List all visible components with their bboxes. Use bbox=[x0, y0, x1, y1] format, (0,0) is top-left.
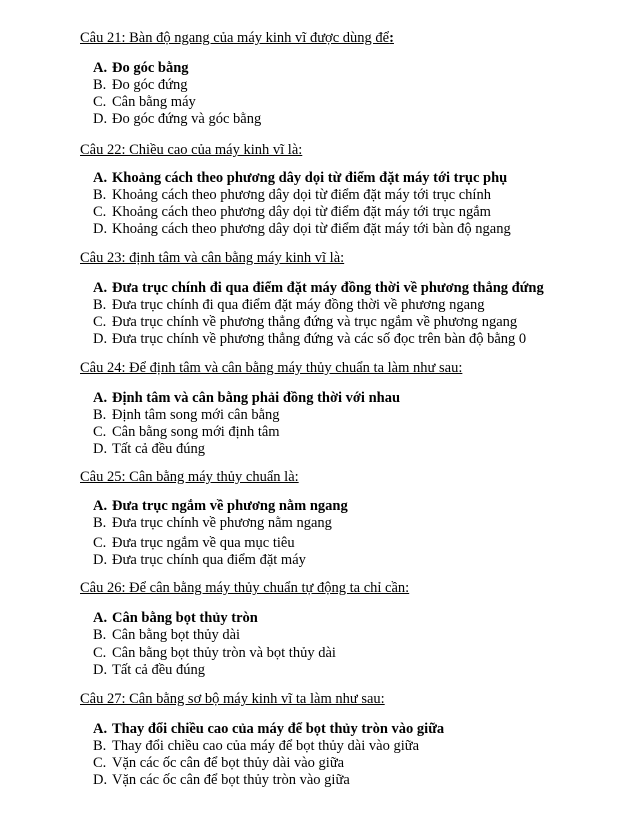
option-letter: A. bbox=[93, 721, 108, 737]
option-text: Đưa trục chính đi qua điểm đặt máy đồng thời về phương ngang bbox=[112, 297, 485, 313]
option-text: Cân bằng song mới định tâm bbox=[112, 424, 280, 440]
option-letter: A. bbox=[93, 60, 108, 76]
option-text: Đo góc bằng bbox=[112, 60, 189, 76]
question-title bbox=[80, 690, 385, 708]
option-b bbox=[93, 77, 188, 94]
option-text: Định tâm song mới cân bằng bbox=[112, 407, 280, 423]
option-text: Đo góc đứng bbox=[112, 77, 188, 93]
option-b bbox=[93, 627, 240, 644]
question-title bbox=[80, 141, 302, 159]
question-title bbox=[80, 29, 394, 47]
option-letter: B. bbox=[93, 187, 107, 203]
option-letter: B. bbox=[93, 297, 107, 313]
option-letter: C. bbox=[93, 314, 107, 330]
option-letter: A. bbox=[93, 390, 108, 406]
option-letter: B. bbox=[93, 738, 107, 754]
option-letter: D. bbox=[93, 441, 108, 457]
option-c bbox=[93, 424, 280, 441]
question-title-text: Câu 25: Cân bằng máy thủy chuẩn là: bbox=[80, 469, 299, 485]
option-d bbox=[93, 221, 511, 238]
option-text: Đưa trục chính qua điểm đặt máy bbox=[112, 552, 306, 568]
option-d bbox=[93, 331, 526, 348]
option-text: Cân bằng bọt thủy tròn và bọt thủy dài bbox=[112, 645, 336, 661]
option-a bbox=[93, 498, 348, 515]
option-letter: C. bbox=[93, 424, 107, 440]
question-title-suffix: : bbox=[389, 30, 394, 46]
option-text: Đưa trục chính đi qua điểm đặt máy đồng thời về phương thẳng đứng bbox=[112, 280, 544, 296]
option-text: Thay đổi chiều cao của máy để bọt thủy tròn vào giữa bbox=[112, 721, 445, 737]
question-title-text: Câu 27: Cân bằng sơ bộ máy kinh vĩ ta làm như sau: bbox=[80, 691, 385, 707]
option-d bbox=[93, 772, 350, 789]
option-text: Khoảng cách theo phương dây dọi từ điểm đặt máy tới trục phụ bbox=[112, 170, 508, 186]
option-text: Đưa trục chính về phương nằm ngang bbox=[112, 515, 332, 531]
option-text: Khoảng cách theo phương dây dọi từ điểm đặt máy tới trục ngắm bbox=[112, 204, 491, 220]
option-text: Vặn các ốc cân để bọt thủy tròn vào giữa bbox=[112, 772, 350, 788]
option-b bbox=[93, 407, 280, 424]
option-letter: A. bbox=[93, 170, 108, 186]
option-text: Cân bằng bọt thủy dài bbox=[112, 627, 241, 643]
option-c bbox=[93, 94, 196, 111]
option-text: Định tâm và cân bằng phải đồng thời với nhau bbox=[112, 390, 401, 406]
question-title-text: Câu 23: định tâm và cân bằng máy kinh vĩ là: bbox=[80, 250, 345, 266]
option-text: Khoảng cách theo phương dây dọi từ điểm đặt máy tới trục chính bbox=[112, 187, 491, 203]
question-title bbox=[80, 468, 299, 486]
option-a bbox=[93, 721, 444, 738]
option-a bbox=[93, 60, 189, 77]
option-text: Thay đổi chiều cao của máy để bọt thủy dài vào giữa bbox=[112, 738, 420, 754]
option-text: Đo góc đứng và góc bằng bbox=[112, 111, 262, 127]
option-a bbox=[93, 610, 258, 627]
option-letter: A. bbox=[93, 498, 108, 514]
option-text: Đưa trục ngắm về qua mục tiêu bbox=[112, 535, 295, 551]
option-letter: C. bbox=[93, 204, 107, 220]
option-letter: D. bbox=[93, 111, 108, 127]
option-b bbox=[93, 297, 485, 314]
option-letter: D. bbox=[93, 662, 108, 678]
option-d bbox=[93, 662, 205, 679]
question-title-text: Câu 22: Chiều cao của máy kinh vĩ là: bbox=[80, 142, 303, 158]
option-letter: D. bbox=[93, 221, 108, 237]
option-text: Đưa trục chính về phương thẳng đứng và các số đọc trên bàn độ bằng 0 bbox=[112, 331, 527, 347]
option-text: Vặn các ốc cân để bọt thủy dài vào giữa bbox=[112, 755, 345, 771]
option-c bbox=[93, 755, 344, 772]
option-letter: A. bbox=[93, 280, 108, 296]
option-c bbox=[93, 535, 295, 552]
option-letter: D. bbox=[93, 552, 108, 568]
option-letter: C. bbox=[93, 535, 107, 551]
option-a bbox=[93, 390, 400, 407]
option-c bbox=[93, 645, 336, 662]
option-d bbox=[93, 552, 306, 569]
question-title bbox=[80, 359, 462, 377]
option-letter: C. bbox=[93, 645, 107, 661]
option-letter: B. bbox=[93, 627, 107, 643]
option-text: Cân bằng bọt thủy tròn bbox=[112, 610, 258, 626]
option-c bbox=[93, 314, 517, 331]
option-d bbox=[93, 441, 205, 458]
option-a bbox=[93, 170, 507, 187]
option-letter: D. bbox=[93, 331, 108, 347]
option-letter: B. bbox=[93, 515, 107, 531]
question-title bbox=[80, 249, 344, 267]
option-c bbox=[93, 204, 491, 221]
option-letter: D. bbox=[93, 772, 108, 788]
option-letter: B. bbox=[93, 407, 107, 423]
option-letter: B. bbox=[93, 77, 107, 93]
option-text: Tất cả đều đúng bbox=[112, 441, 206, 457]
question-title bbox=[80, 579, 409, 597]
option-text: Đưa trục ngắm về phương nằm ngang bbox=[112, 498, 348, 514]
option-text: Khoảng cách theo phương dây dọi từ điểm đặt máy tới bàn độ ngang bbox=[112, 221, 511, 237]
option-b bbox=[93, 187, 491, 204]
question-title-text: Câu 26: Để cân bằng máy thủy chuẩn tự động ta chỉ cần: bbox=[80, 580, 410, 596]
option-a bbox=[93, 280, 544, 297]
option-text: Đưa trục chính về phương thẳng đứng và trục ngắm về phương ngang bbox=[112, 314, 518, 330]
question-title-text: Câu 24: Để định tâm và cân bằng máy thủy chuẩn ta làm như sau: bbox=[80, 360, 463, 376]
option-d bbox=[93, 111, 261, 128]
option-letter: C. bbox=[93, 94, 107, 110]
option-text: Cân bằng máy bbox=[112, 94, 196, 110]
option-b bbox=[93, 515, 332, 532]
option-letter: A. bbox=[93, 610, 108, 626]
option-b bbox=[93, 738, 419, 755]
option-letter: C. bbox=[93, 755, 107, 771]
question-title-text: Câu 21: Bàn độ ngang của máy kinh vĩ được dùng để bbox=[80, 30, 390, 46]
option-text: Tất cả đều đúng bbox=[112, 662, 206, 678]
